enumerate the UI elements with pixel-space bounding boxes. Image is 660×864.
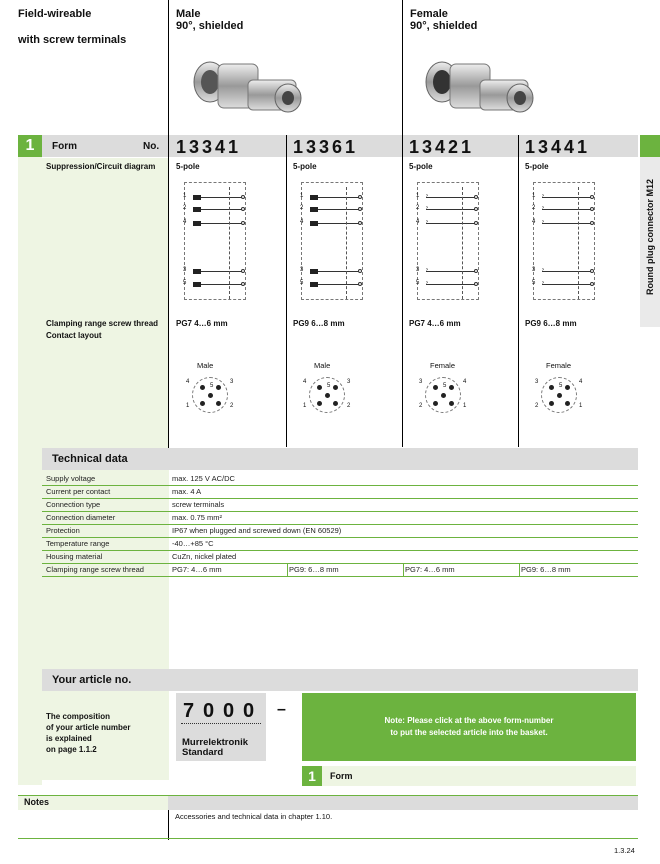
shield-line bbox=[229, 187, 230, 299]
tech-row-rule bbox=[42, 485, 638, 486]
terminal-icon bbox=[358, 221, 362, 225]
terminal-icon bbox=[474, 269, 478, 273]
contact-layout-label: Contact layout bbox=[46, 331, 102, 340]
contact-number: 1 bbox=[463, 403, 467, 409]
pin-line bbox=[426, 223, 476, 224]
circuit-diagram-1 bbox=[184, 182, 246, 300]
tech-label: Current per contact bbox=[46, 487, 111, 496]
pin-label: 1 bbox=[416, 193, 420, 199]
contact-dot bbox=[208, 393, 213, 398]
terminal-icon bbox=[590, 221, 594, 225]
pin-line bbox=[426, 197, 476, 198]
article-composition bbox=[46, 711, 130, 755]
pin-contact bbox=[193, 221, 201, 226]
gender-label-4: Female bbox=[546, 361, 572, 370]
contact-number: 2 bbox=[535, 403, 539, 409]
tech-row-rule bbox=[42, 498, 638, 499]
divider-col3 bbox=[402, 135, 403, 447]
form-number-3[interactable]: 13421 bbox=[409, 137, 475, 157]
pin-contact bbox=[310, 195, 318, 200]
socket-contact: › bbox=[426, 280, 428, 286]
tech-value: max. 125 V AC/DC bbox=[172, 474, 235, 483]
contact-number: 1 bbox=[579, 403, 583, 409]
clamp-1: PG7 4…6 mm bbox=[176, 319, 228, 328]
terminal-icon bbox=[358, 269, 362, 273]
pin-label: 2 bbox=[532, 205, 536, 211]
poles-3: 5-pole bbox=[409, 162, 433, 171]
poles-4: 5-pole bbox=[525, 162, 549, 171]
pin-label: 3 bbox=[183, 267, 187, 273]
contact-dot bbox=[441, 393, 446, 398]
tech-clamp-value: PG7: 4…6 mm bbox=[172, 565, 222, 574]
terminal-icon bbox=[241, 221, 245, 225]
tech-label: Temperature range bbox=[46, 539, 110, 548]
female-title: Female bbox=[410, 8, 448, 20]
contact-number: 3 bbox=[419, 379, 423, 385]
socket-contact: › bbox=[542, 193, 544, 199]
contact-dot bbox=[333, 401, 338, 406]
article-digit-4: 0 bbox=[243, 700, 255, 722]
pin-label: 3 bbox=[532, 267, 536, 273]
gender-label-2: Male bbox=[314, 361, 331, 370]
bottom-rule bbox=[18, 838, 638, 839]
article-dash: – bbox=[277, 701, 286, 718]
circuit-diagram-2 bbox=[301, 182, 363, 300]
shield-line bbox=[462, 187, 463, 299]
tech-label: Connection type bbox=[46, 500, 101, 509]
pin-label: 4 bbox=[532, 219, 536, 225]
socket-contact: › bbox=[542, 219, 544, 225]
tech-value: max. 0.75 mm² bbox=[172, 513, 223, 522]
header-title-line1: Field-wireable bbox=[18, 8, 92, 20]
tech-row-rule bbox=[42, 576, 638, 577]
article-bar bbox=[42, 669, 638, 691]
terminal-icon bbox=[358, 282, 362, 286]
contact-number: 4 bbox=[303, 379, 307, 385]
contact-dot bbox=[317, 385, 322, 390]
male-connector-image bbox=[188, 50, 308, 130]
terminal-icon bbox=[590, 282, 594, 286]
brand-label bbox=[182, 738, 248, 758]
section-badge: 1 bbox=[18, 135, 42, 157]
form-label: Form bbox=[52, 141, 77, 152]
digit-underline bbox=[181, 723, 261, 724]
terminal-icon bbox=[241, 282, 245, 286]
header-title-line2: with screw terminals bbox=[18, 34, 127, 46]
pin-line bbox=[426, 271, 476, 272]
tech-row-rule bbox=[42, 563, 638, 564]
contact-dot bbox=[317, 401, 322, 406]
contact-number: 1 bbox=[186, 403, 190, 409]
divider-col4 bbox=[518, 135, 519, 447]
tech-value: IP67 when plugged and screwed down (EN 60529) bbox=[172, 526, 342, 535]
notes-heading: Notes bbox=[24, 797, 50, 807]
composition-line-4: on page 1.1.2 bbox=[46, 745, 97, 754]
contact-dot bbox=[216, 385, 221, 390]
pin-contact bbox=[310, 269, 318, 274]
contact-number: 4 bbox=[186, 379, 190, 385]
gender-label-3: Female bbox=[430, 361, 456, 370]
pin-label: 2 bbox=[183, 205, 187, 211]
gender-label-1: Male bbox=[197, 361, 214, 370]
contact-number: 5 bbox=[559, 383, 563, 389]
composition-line-3: is explained bbox=[46, 734, 92, 743]
tech-row-rule bbox=[42, 511, 638, 512]
tech-label: Housing material bbox=[46, 552, 103, 561]
pin-contact bbox=[193, 195, 201, 200]
pin-contact bbox=[310, 207, 318, 212]
pin-label: 3 bbox=[416, 267, 420, 273]
pin-label: 5 bbox=[183, 280, 187, 286]
contact-dot bbox=[200, 385, 205, 390]
terminal-icon bbox=[474, 207, 478, 211]
divider-gender bbox=[402, 0, 403, 135]
pin-line bbox=[542, 223, 592, 224]
pin-contact bbox=[193, 269, 201, 274]
brand-line-2: Standard bbox=[182, 747, 224, 758]
tech-label: Protection bbox=[46, 526, 80, 535]
pin-line bbox=[542, 197, 592, 198]
pin-label: 3 bbox=[300, 267, 304, 273]
contact-dot bbox=[565, 385, 570, 390]
female-subtitle: 90°, shielded bbox=[410, 20, 478, 32]
contact-dot bbox=[449, 385, 454, 390]
contact-number: 3 bbox=[347, 379, 351, 385]
form-selector-badge[interactable]: 1 bbox=[302, 766, 322, 786]
socket-contact: › bbox=[426, 219, 428, 225]
poles-1: 5-pole bbox=[176, 162, 200, 171]
contact-number: 3 bbox=[230, 379, 234, 385]
terminal-icon bbox=[474, 282, 478, 286]
note-line-1: Note: Please click at the above form-number bbox=[384, 716, 554, 725]
pin-contact bbox=[310, 282, 318, 287]
contact-number: 2 bbox=[347, 403, 351, 409]
contact-dot bbox=[565, 401, 570, 406]
terminal-icon bbox=[590, 269, 594, 273]
note-line-2: to put the selected article into the basket. bbox=[390, 728, 548, 737]
composition-line-2: of your article number bbox=[46, 723, 131, 732]
contact-dot bbox=[433, 401, 438, 406]
contact-dot bbox=[557, 393, 562, 398]
pin-label: 4 bbox=[300, 219, 304, 225]
pin-label: 1 bbox=[300, 193, 304, 199]
terminal-icon bbox=[241, 207, 245, 211]
composition-line-1: The composition bbox=[46, 712, 110, 721]
pin-label: 2 bbox=[300, 205, 304, 211]
article-digit-2: 0 bbox=[203, 700, 215, 722]
clamp-3: PG7 4…6 mm bbox=[409, 319, 461, 328]
male-subtitle: 90°, shielded bbox=[176, 20, 244, 32]
form-number-1[interactable]: 13341 bbox=[176, 137, 242, 157]
contact-number: 5 bbox=[443, 383, 447, 389]
brand-line-1: Murrelektronik bbox=[182, 737, 248, 748]
side-tab-label: Round plug connector M12 bbox=[645, 179, 655, 295]
terminal-icon bbox=[474, 195, 478, 199]
contact-number: 2 bbox=[419, 403, 423, 409]
pin-label: 4 bbox=[183, 219, 187, 225]
shield-line bbox=[346, 187, 347, 299]
contact-dot bbox=[449, 401, 454, 406]
tech-label: Supply voltage bbox=[46, 474, 96, 483]
contact-dot bbox=[333, 385, 338, 390]
pin-label: 1 bbox=[183, 193, 187, 199]
pin-label: 5 bbox=[416, 280, 420, 286]
pin-label: 5 bbox=[300, 280, 304, 286]
pin-line bbox=[542, 209, 592, 210]
pin-line bbox=[542, 271, 592, 272]
pin-contact bbox=[193, 207, 201, 212]
terminal-icon bbox=[241, 195, 245, 199]
tech-clamp-value: PG9: 6…8 mm bbox=[521, 565, 571, 574]
shield-line bbox=[578, 187, 579, 299]
circuit-diagram-3 bbox=[417, 182, 479, 300]
socket-contact: › bbox=[426, 193, 428, 199]
contact-number: 4 bbox=[463, 379, 467, 385]
contact-number: 2 bbox=[230, 403, 234, 409]
contact-number: 3 bbox=[535, 379, 539, 385]
pin-label: 1 bbox=[532, 193, 536, 199]
pin-label: 4 bbox=[416, 219, 420, 225]
tech-row-rule bbox=[42, 537, 638, 538]
terminal-icon bbox=[241, 269, 245, 273]
terminal-icon bbox=[358, 195, 362, 199]
socket-contact: › bbox=[426, 205, 428, 211]
socket-contact: › bbox=[542, 280, 544, 286]
form-number-4[interactable]: 13441 bbox=[525, 137, 591, 157]
article-heading: Your article no. bbox=[52, 674, 132, 686]
tech-value: max. 4 A bbox=[172, 487, 202, 496]
tech-label: Clamping range screw thread bbox=[46, 565, 144, 574]
pin-label: 5 bbox=[532, 280, 536, 286]
clamp-2: PG9 6…8 mm bbox=[293, 319, 345, 328]
clamping-label: Clamping range screw thread bbox=[46, 319, 159, 328]
tech-label: Connection diameter bbox=[46, 513, 116, 522]
form-selector-label: Form bbox=[330, 771, 353, 781]
contact-dot bbox=[216, 401, 221, 406]
notes-bar bbox=[168, 796, 638, 810]
terminal-icon bbox=[590, 207, 594, 211]
form-number-2[interactable]: 13361 bbox=[293, 137, 359, 157]
poles-2: 5-pole bbox=[293, 162, 317, 171]
contact-number: 4 bbox=[579, 379, 583, 385]
contact-dot bbox=[325, 393, 330, 398]
page-number: 1.3.24 bbox=[614, 846, 635, 855]
side-tab bbox=[640, 157, 660, 327]
contact-number: 5 bbox=[210, 383, 214, 389]
suppression-label: Suppression/Circuit diagram bbox=[46, 162, 156, 171]
contact-dot bbox=[433, 385, 438, 390]
tech-clamp-value: PG9: 6…8 mm bbox=[289, 565, 339, 574]
tech-value: screw terminals bbox=[172, 500, 225, 509]
tech-value: -40…+85 °C bbox=[172, 539, 214, 548]
contact-number: 5 bbox=[327, 383, 331, 389]
contact-dot bbox=[200, 401, 205, 406]
note-text bbox=[302, 715, 636, 739]
socket-contact: › bbox=[542, 267, 544, 273]
pin-line bbox=[426, 284, 476, 285]
label-panel bbox=[42, 158, 169, 448]
terminal-icon bbox=[358, 207, 362, 211]
circuit-diagram-4 bbox=[533, 182, 595, 300]
pin-line bbox=[426, 209, 476, 210]
article-digit-1: 7 bbox=[183, 700, 195, 722]
contact-dot bbox=[549, 385, 554, 390]
terminal-icon bbox=[474, 221, 478, 225]
pin-contact bbox=[310, 221, 318, 226]
tech-row-rule bbox=[42, 550, 638, 551]
contact-dot bbox=[549, 401, 554, 406]
technical-bar bbox=[42, 448, 638, 470]
pin-contact bbox=[193, 282, 201, 287]
left-margin-panel bbox=[18, 135, 42, 785]
tech-row-rule bbox=[42, 524, 638, 525]
tech-clamp-value: PG7: 4…6 mm bbox=[405, 565, 455, 574]
female-connector-image bbox=[420, 50, 540, 130]
technical-heading: Technical data bbox=[52, 453, 128, 465]
male-title: Male bbox=[176, 8, 201, 20]
socket-contact: › bbox=[426, 267, 428, 273]
tech-value: CuZn, nickel plated bbox=[172, 552, 237, 561]
pin-line bbox=[542, 284, 592, 285]
notes-divider bbox=[168, 810, 169, 840]
contact-number: 1 bbox=[303, 403, 307, 409]
pin-label: 2 bbox=[416, 205, 420, 211]
terminal-icon bbox=[590, 195, 594, 199]
article-digit-3: 0 bbox=[223, 700, 235, 722]
notes-text: Accessories and technical data in chapter 1.10. bbox=[175, 812, 333, 821]
divider-col2 bbox=[286, 135, 287, 447]
no-label: No. bbox=[143, 141, 160, 152]
clamp-4: PG9 6…8 mm bbox=[525, 319, 577, 328]
socket-contact: › bbox=[542, 205, 544, 211]
